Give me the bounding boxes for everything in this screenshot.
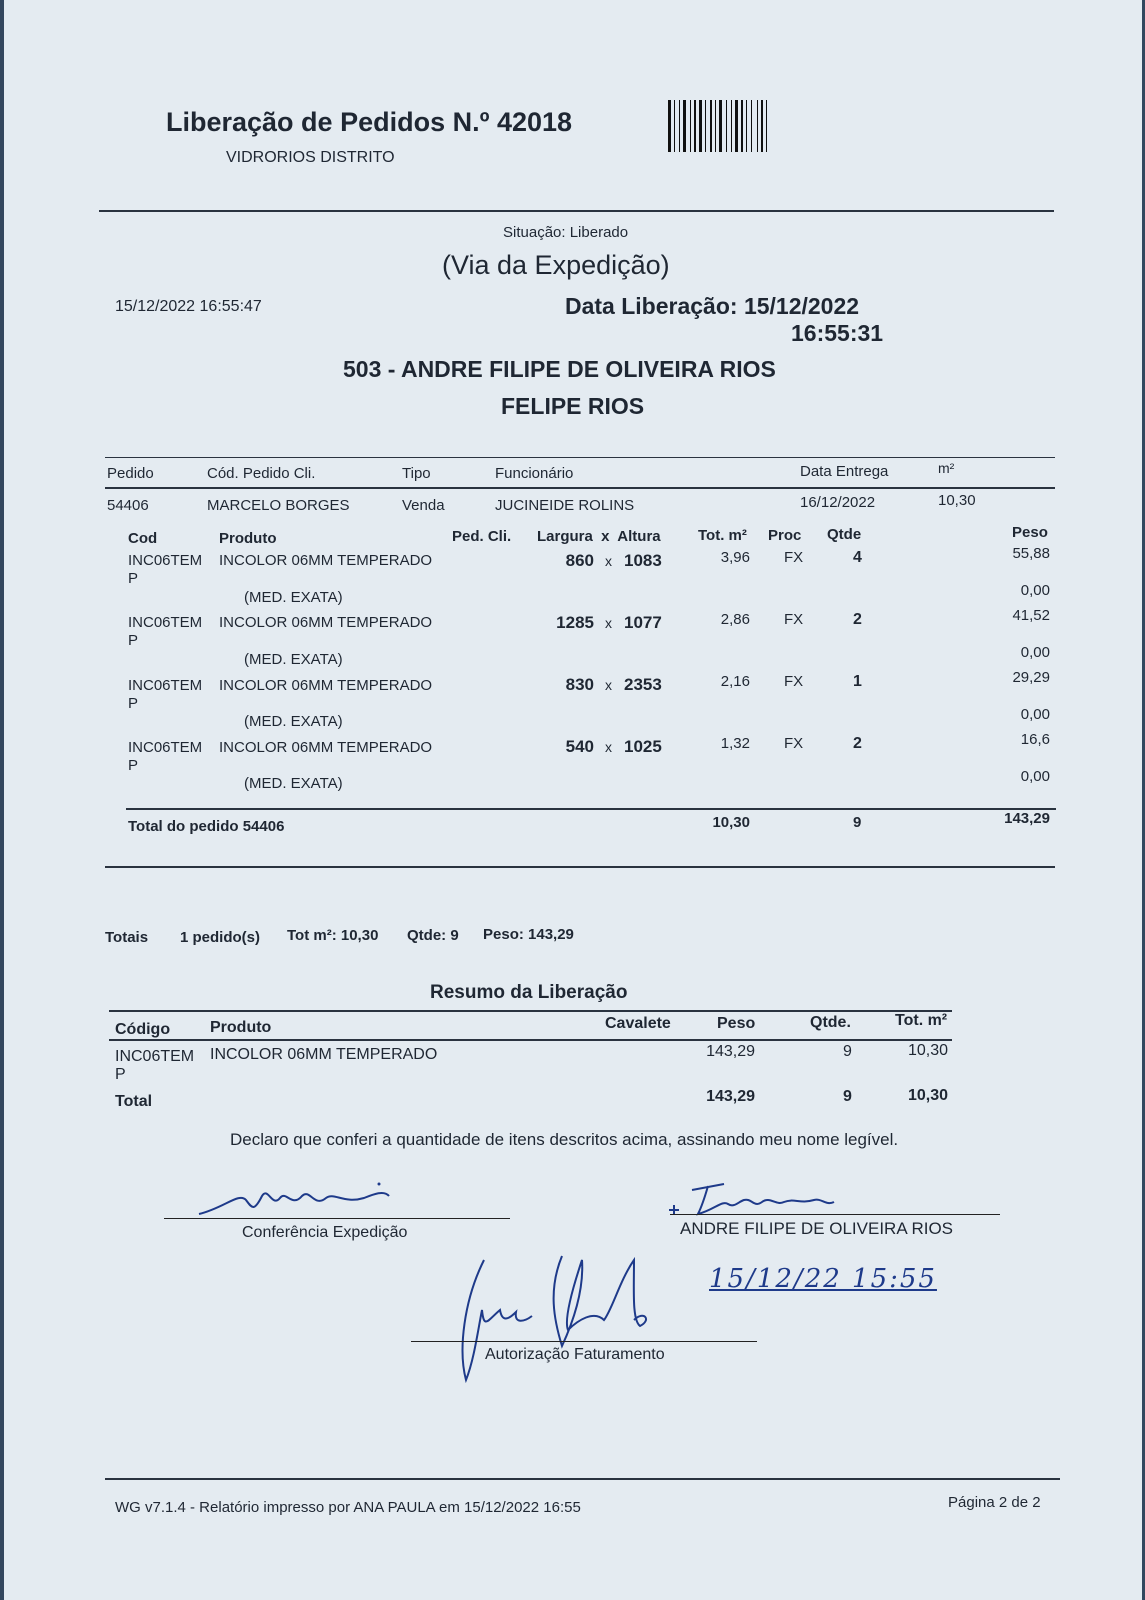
item-qtde: 1 bbox=[853, 673, 862, 690]
item-product: INCOLOR 06MM TEMPERADO bbox=[219, 614, 433, 631]
totals-weight: Peso: 143,29 bbox=[483, 926, 574, 943]
item-times: x bbox=[605, 553, 612, 569]
item-proc: FX bbox=[784, 735, 804, 752]
totals-orders: 1 pedido(s) bbox=[180, 929, 261, 946]
summary-header-tot-m2: Tot. m² bbox=[895, 1012, 948, 1029]
items-header-tot-m2: Tot. m² bbox=[698, 527, 747, 544]
item-height: 1025 bbox=[624, 737, 662, 756]
order-m2: 10,30 bbox=[938, 492, 976, 509]
item-product: INCOLOR 06MM TEMPERADO bbox=[219, 552, 433, 569]
item-tot-m2: 2,16 bbox=[720, 673, 750, 690]
order-total-qtde: 9 bbox=[853, 814, 862, 831]
item-width: 830 bbox=[565, 675, 594, 694]
item-code: INC06TEM bbox=[128, 552, 203, 569]
employee-name: JUCINEIDE ROLINS bbox=[495, 497, 635, 514]
order-total-label: Total do pedido 54406 bbox=[128, 818, 285, 835]
order-number: 54406 bbox=[107, 497, 149, 514]
summary-header-cavalete: Cavalete bbox=[605, 1015, 671, 1032]
item-observation: (MED. EXATA) bbox=[244, 713, 343, 730]
item-qtde: 4 bbox=[853, 549, 862, 566]
item-tot-m2: 2,86 bbox=[720, 611, 750, 628]
release-date: Data Liberação: 15/12/2022 bbox=[565, 293, 860, 319]
col-header-cod-pedido-cli: Cód. Pedido Cli. bbox=[207, 465, 316, 482]
summary-header-peso: Peso bbox=[717, 1015, 756, 1032]
item-qtde: 2 bbox=[853, 611, 862, 628]
item-proc: FX bbox=[784, 611, 804, 628]
signature-label-autorizacao: Autorização Faturamento bbox=[485, 1346, 665, 1363]
item-width: 860 bbox=[565, 551, 594, 570]
declaration-text: Declaro que conferi a quantidade de itens descritos acima, assinando meu nome legível. bbox=[230, 1130, 899, 1149]
client-short-name: FELIPE RIOS bbox=[501, 393, 645, 419]
item-code-suffix: P bbox=[128, 632, 139, 649]
totals-m2: Tot m²: 10,30 bbox=[287, 927, 379, 944]
summary-header-produto: Produto bbox=[210, 1019, 272, 1036]
item-code: INC06TEM bbox=[128, 739, 203, 756]
item-weight: 29,29 bbox=[1012, 669, 1050, 686]
item-weight-extra: 0,00 bbox=[1020, 768, 1050, 785]
item-weight-extra: 0,00 bbox=[1020, 644, 1050, 661]
divider bbox=[109, 1010, 952, 1012]
col-header-pedido: Pedido bbox=[107, 465, 154, 482]
copy-type: (Via da Expedição) bbox=[442, 250, 670, 280]
divider bbox=[99, 210, 1054, 212]
items-header-ped-cli: Ped. Cli. bbox=[452, 528, 512, 545]
release-time: 16:55:31 bbox=[791, 320, 884, 346]
divider bbox=[105, 487, 1055, 489]
item-code-suffix: P bbox=[128, 570, 139, 587]
summary-row-weight: 143,29 bbox=[706, 1043, 755, 1060]
item-proc: FX bbox=[784, 673, 804, 690]
item-product: INCOLOR 06MM TEMPERADO bbox=[219, 677, 433, 694]
divider bbox=[109, 1039, 952, 1041]
col-header-funcionario: Funcionário bbox=[495, 465, 574, 482]
item-observation: (MED. EXATA) bbox=[244, 651, 343, 668]
status-text: Situação: Liberado bbox=[503, 224, 629, 241]
signature-label-conferencia: Conferência Expedição bbox=[242, 1224, 408, 1241]
item-qtde: 2 bbox=[853, 735, 862, 752]
item-weight: 16,6 bbox=[1020, 731, 1050, 748]
order-type: Venda bbox=[402, 497, 445, 514]
item-observation: (MED. EXATA) bbox=[244, 589, 343, 606]
summary-row-qtde: 9 bbox=[843, 1043, 852, 1060]
item-height: 1077 bbox=[624, 613, 662, 632]
footer-page-number: Página 2 de 2 bbox=[948, 1494, 1041, 1511]
signature-label-cliente: ANDRE FILIPE DE OLIVEIRA RIOS bbox=[680, 1219, 954, 1238]
order-total-weight: 143,29 bbox=[1004, 810, 1050, 827]
summary-total-qtde: 9 bbox=[843, 1088, 852, 1105]
summary-total-m2: 10,30 bbox=[907, 1087, 948, 1104]
handwritten-date: 15/12/22 15:55 bbox=[709, 1264, 937, 1294]
item-weight-extra: 0,00 bbox=[1020, 582, 1050, 599]
signature-line bbox=[670, 1214, 1000, 1215]
item-product: INCOLOR 06MM TEMPERADO bbox=[219, 739, 433, 756]
divider bbox=[126, 808, 1056, 810]
item-weight: 41,52 bbox=[1012, 607, 1050, 624]
item-width: 540 bbox=[565, 737, 594, 756]
summary-row-code-suffix: P bbox=[115, 1066, 126, 1083]
totals-label: Totais bbox=[105, 929, 149, 946]
items-header-peso: Peso bbox=[1012, 524, 1048, 541]
footer-printed-by: WG v7.1.4 - Relatório impresso por ANA PAULA em 15/12/2022 16:55 bbox=[115, 1499, 581, 1516]
print-datetime: 15/12/2022 16:55:47 bbox=[115, 298, 262, 315]
item-width: 1285 bbox=[556, 613, 594, 632]
item-times: x bbox=[605, 677, 612, 693]
divider bbox=[105, 457, 1055, 458]
item-observation: (MED. EXATA) bbox=[244, 775, 343, 792]
item-weight-extra: 0,00 bbox=[1020, 706, 1050, 723]
summary-row-product: INCOLOR 06MM TEMPERADO bbox=[210, 1046, 438, 1063]
summary-header-codigo: Código bbox=[115, 1021, 171, 1038]
handwritten-signature bbox=[444, 1250, 664, 1390]
col-header-tipo: Tipo bbox=[402, 465, 431, 482]
delivery-date: 16/12/2022 bbox=[800, 494, 876, 511]
item-code: INC06TEM bbox=[128, 677, 203, 694]
col-header-m2: m² bbox=[938, 460, 955, 476]
summary-total-label: Total bbox=[115, 1093, 153, 1110]
summary-header-qtde: Qtde. bbox=[810, 1014, 851, 1031]
document-title: Liberação de Pedidos N.º 42018 bbox=[166, 107, 573, 137]
client-name: 503 - ANDRE FILIPE DE OLIVEIRA RIOS bbox=[343, 356, 776, 382]
items-header-proc: Proc bbox=[768, 527, 802, 544]
items-header-dimensions: Largura x Altura bbox=[537, 528, 661, 545]
summary-row-code: INC06TEM bbox=[115, 1048, 195, 1065]
divider bbox=[105, 866, 1055, 868]
summary-total-weight: 143,29 bbox=[706, 1088, 755, 1105]
company-name: VIDRORIOS DISTRITO bbox=[226, 149, 395, 166]
items-header-produto: Produto bbox=[219, 530, 277, 547]
client-order-code: MARCELO BORGES bbox=[207, 497, 350, 514]
item-code-suffix: P bbox=[128, 757, 139, 774]
divider bbox=[105, 1478, 1060, 1480]
item-proc: FX bbox=[784, 549, 804, 566]
barcode bbox=[668, 100, 840, 152]
signature-line bbox=[164, 1218, 510, 1219]
item-times: x bbox=[605, 739, 612, 755]
item-height: 1083 bbox=[624, 551, 662, 570]
item-times: x bbox=[605, 615, 612, 631]
items-header-qtde: Qtde bbox=[827, 526, 862, 543]
items-header-cod: Cod bbox=[128, 530, 158, 547]
totals-qtde: Qtde: 9 bbox=[407, 927, 459, 944]
item-tot-m2: 1,32 bbox=[720, 735, 750, 752]
col-header-data-entrega: Data Entrega bbox=[800, 463, 889, 480]
order-total-m2: 10,30 bbox=[712, 814, 750, 831]
item-height: 2353 bbox=[624, 675, 662, 694]
handwritten-signature bbox=[194, 1178, 404, 1220]
item-code: INC06TEM bbox=[128, 614, 203, 631]
document-page bbox=[4, 0, 1142, 1600]
signature-line bbox=[411, 1341, 757, 1342]
item-weight: 55,88 bbox=[1012, 545, 1050, 562]
summary-row-m2: 10,30 bbox=[907, 1042, 948, 1059]
item-tot-m2: 3,96 bbox=[720, 549, 750, 566]
summary-title: Resumo da Liberação bbox=[430, 982, 628, 1003]
item-code-suffix: P bbox=[128, 695, 139, 712]
